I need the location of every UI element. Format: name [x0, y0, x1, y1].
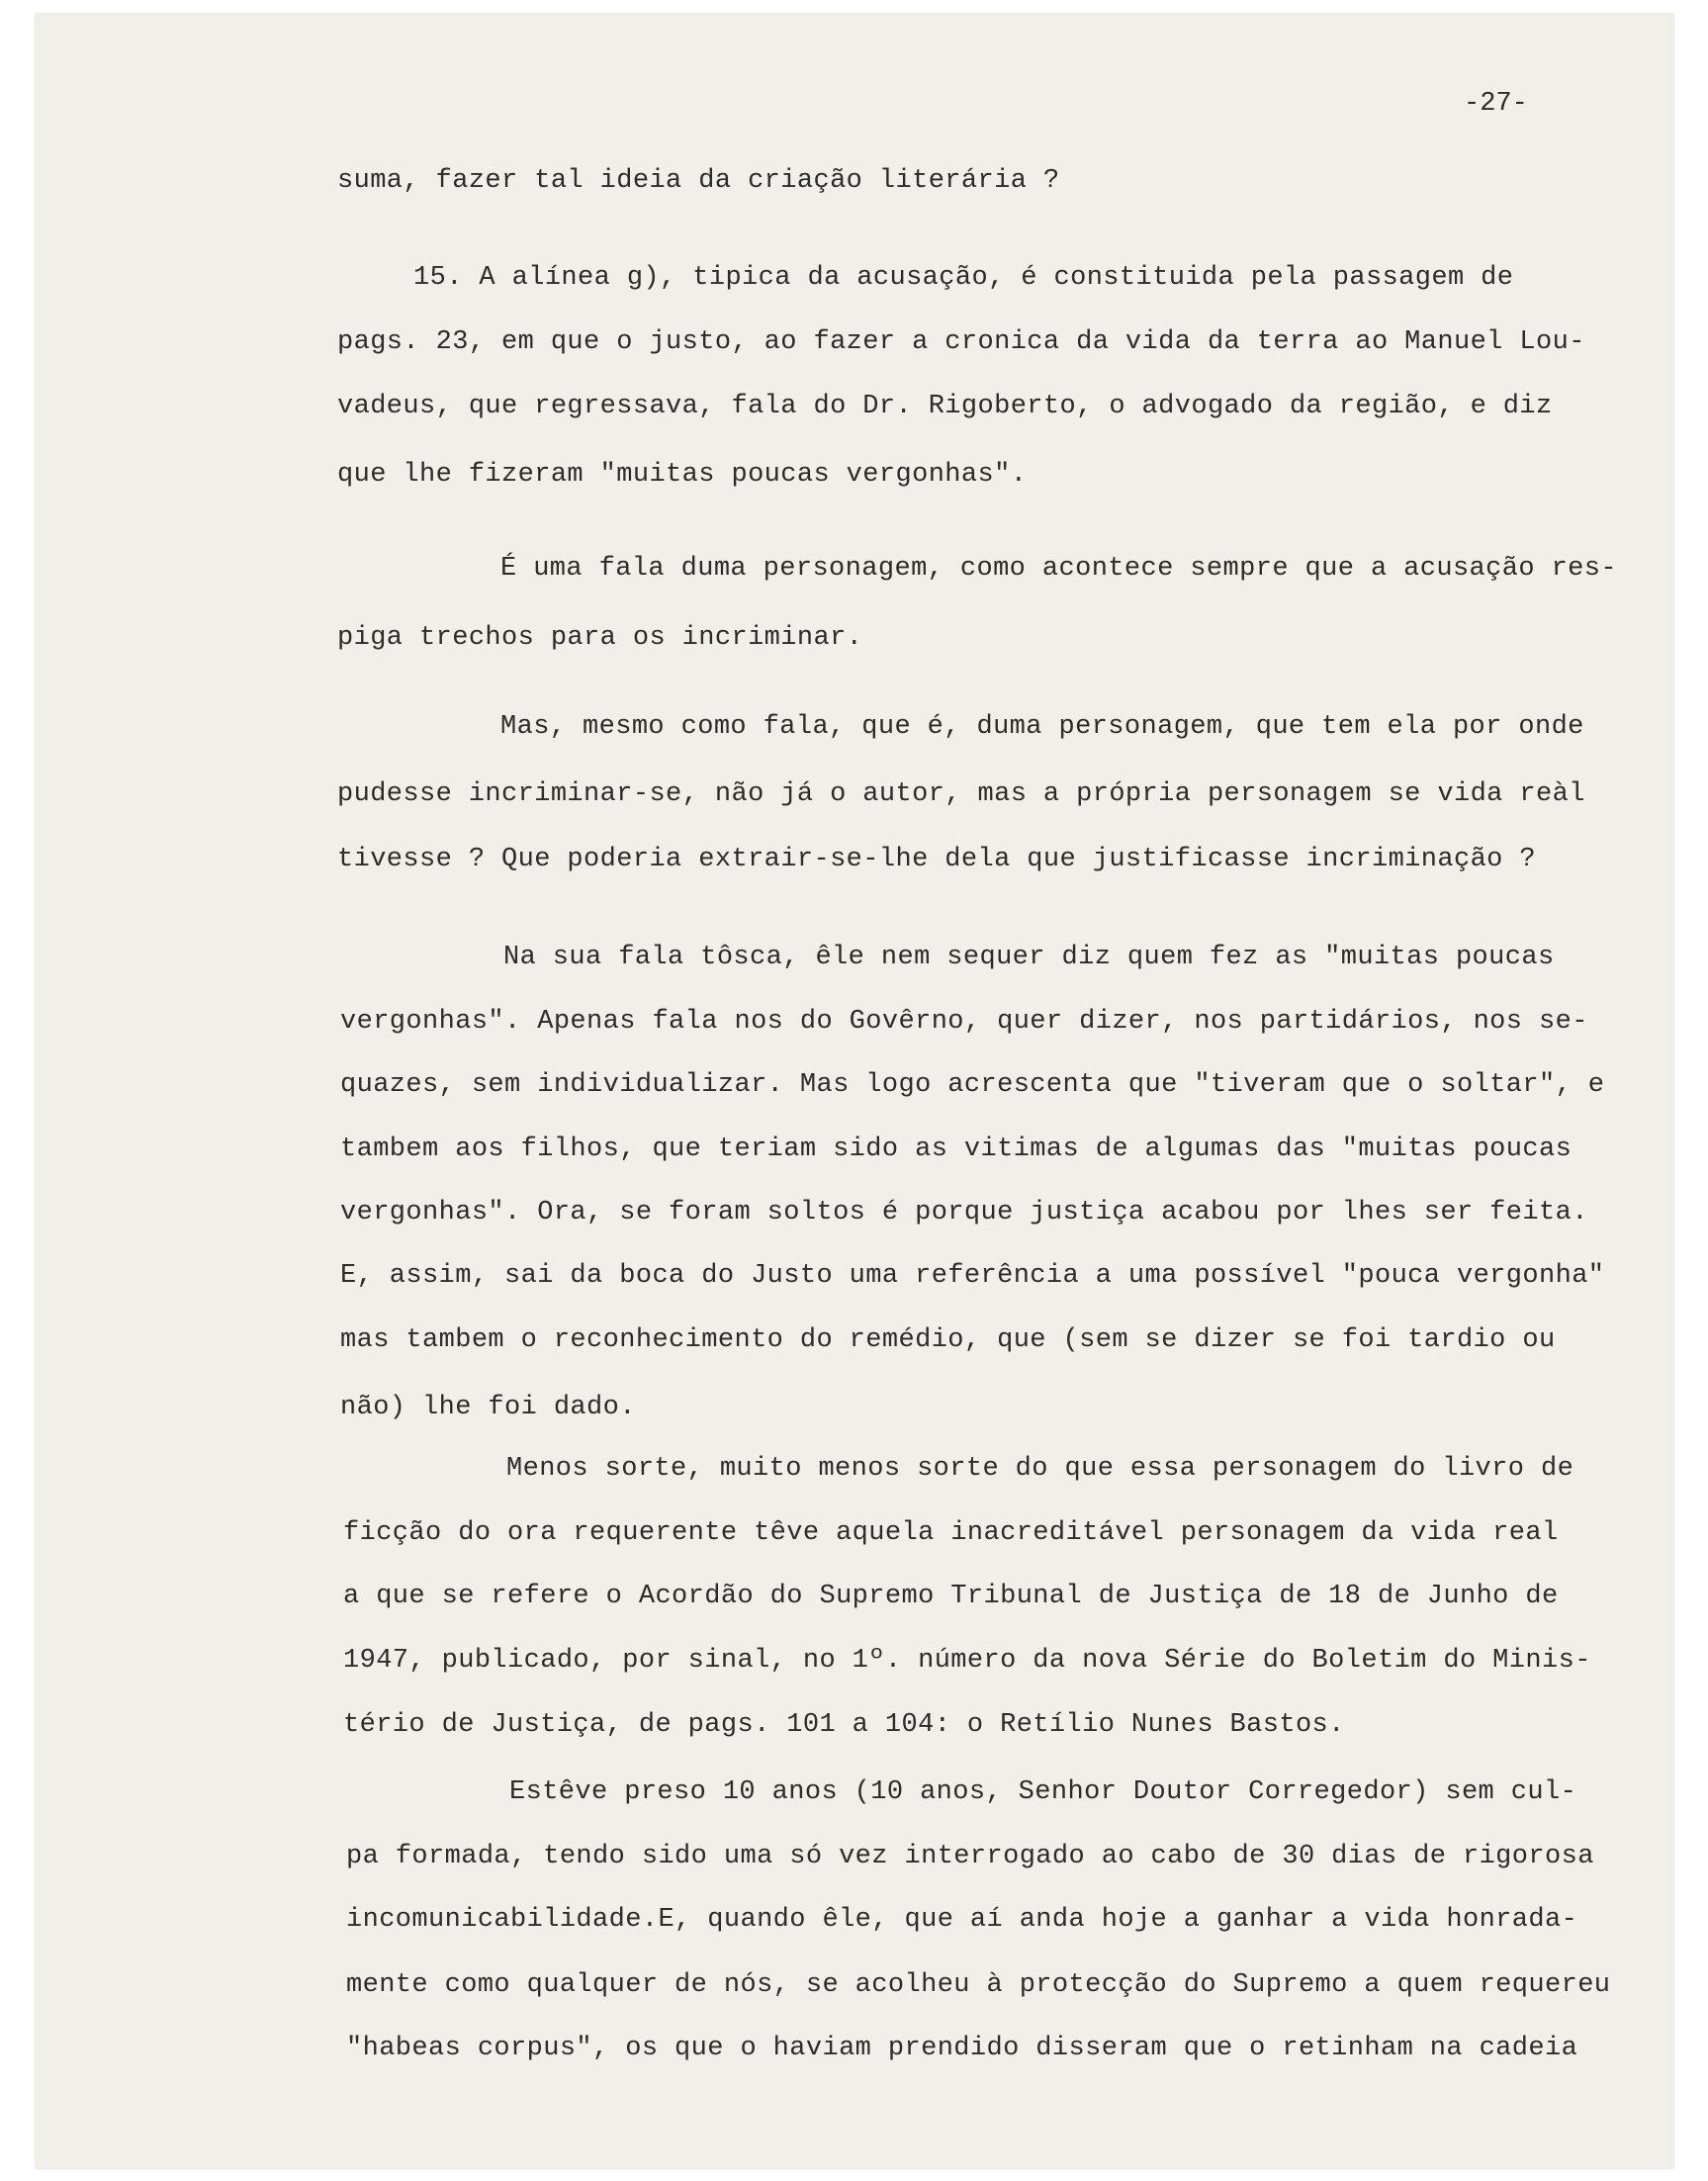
text-line: mas tambem o reconhecimento do remédio, que (sem se dizer se foi tardio ou: [340, 1325, 1556, 1355]
text-line: E, assim, sai da boca do Justo uma referência a uma possível "pouca vergonha": [340, 1261, 1605, 1291]
text-line: Na sua fala tôsca, êle nem sequer diz quem fez as "muitas poucas: [503, 943, 1555, 972]
text-line: 1947, publicado, por sinal, no 1º. número da nova Série do Boletim do Minis-: [343, 1646, 1591, 1676]
text-line: mente como qualquer de nós, se acolheu à protecção do Supremo a quem requereu: [346, 1970, 1611, 2000]
text-line: suma, fazer tal ideia da criação literária ?: [337, 166, 1060, 196]
text-line: Estêve preso 10 anos (10 anos, Senhor Doutor Corregedor) sem cul-: [509, 1777, 1577, 1807]
text-line: pudesse incriminar-se, não já o autor, mas a própria personagem se vida reàl: [337, 779, 1585, 809]
text-line: "habeas corpus", os que o haviam prendido disseram que o retinham na cadeia: [346, 2034, 1578, 2063]
text-line: É uma fala duma personagem, como acontece sempre que a acusação res-: [500, 554, 1617, 584]
text-line: piga trechos para os incriminar.: [337, 623, 863, 653]
text-line: 15. A alínea g), tipica da acusação, é constituida pela passagem de: [413, 263, 1514, 293]
text-line: incomunicabilidade.E, quando êle, que aí anda hoje a ganhar a vida honrada-: [346, 1905, 1578, 1935]
text-line: a que se refere o Acordão do Supremo Tribunal de Justiça de 18 de Junho de: [343, 1582, 1559, 1611]
text-line: ficção do ora requerente têve aquela inacreditável personagem da vida real: [343, 1518, 1559, 1548]
text-line: pa formada, tendo sido uma só vez interrogado ao cabo de 30 dias de rigorosa: [346, 1842, 1594, 1871]
text-line: Menos sorte, muito menos sorte do que essa personagem do livro de: [506, 1454, 1574, 1484]
text-line: que lhe fizeram "muitas poucas vergonhas".: [337, 460, 1028, 490]
text-line: não) lhe foi dado.: [340, 1393, 636, 1422]
text-line: tambem aos filhos, que teriam sido as vitimas de algumas das "muitas poucas: [340, 1135, 1573, 1164]
text-line: tério de Justiça, de pags. 101 a 104: o Retílio Nunes Bastos.: [343, 1710, 1345, 1740]
text-line: quazes, sem individualizar. Mas logo acrescenta que "tiveram que o soltar", e: [340, 1070, 1605, 1100]
text-line: Mas, mesmo como fala, que é, duma personagem, que tem ela por onde: [500, 712, 1584, 742]
text-line: vergonhas". Apenas fala nos do Govêrno, quer dizer, nos partidários, nos se-: [340, 1007, 1588, 1037]
page-number: -27-: [1464, 89, 1528, 119]
text-line: vergonhas". Ora, se foram soltos é porque justiça acabou por lhes ser feita.: [340, 1198, 1588, 1227]
text-line: pags. 23, em que o justo, ao fazer a cronica da vida da terra ao Manuel Lou-: [337, 327, 1585, 357]
text-line: vadeus, que regressava, fala do Dr. Rigoberto, o advogado da região, e diz: [337, 392, 1553, 421]
text-line: tivesse ? Que poderia extrair-se-lhe dela que justificasse incriminação ?: [337, 845, 1536, 874]
